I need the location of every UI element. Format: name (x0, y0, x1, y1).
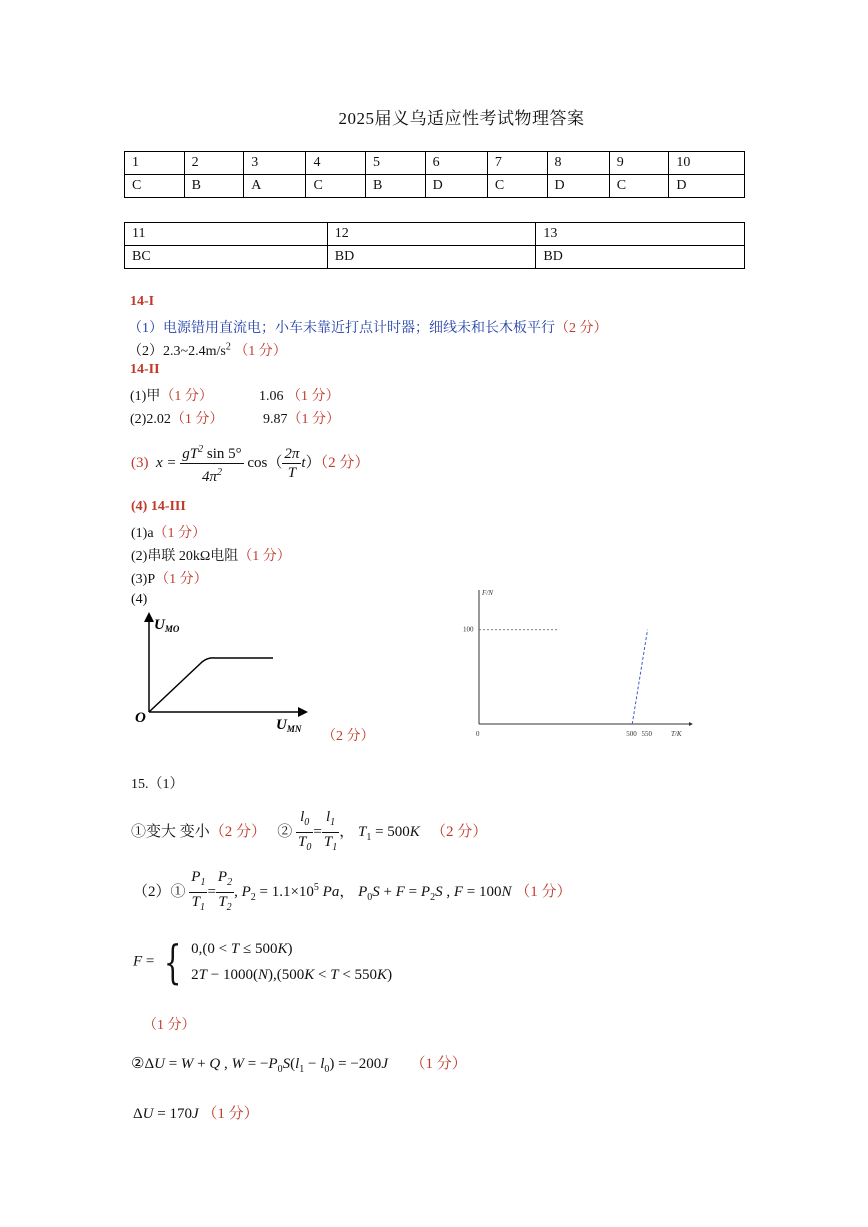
answer-text: (1)a (131, 526, 154, 541)
table-cell: C (306, 175, 366, 198)
table-cell: 2 (184, 152, 244, 175)
q14-2-line2 (130, 408, 223, 428)
score: （2 分） (431, 823, 488, 840)
table-cell: 10 (669, 152, 745, 175)
label: (3) (131, 454, 149, 471)
q14-2-line1 (130, 385, 213, 405)
table-cell: C (609, 175, 669, 198)
table-cell: BD (536, 246, 745, 269)
table-cell: B (366, 175, 426, 198)
table-row (125, 175, 745, 198)
score: （2 分） (320, 454, 370, 471)
q15-part3: ②ΔU = W + Q , $W = -P_0S(l_1 - l_0) = -200J$ （1 分） (131, 1056, 467, 1075)
superscript: 2 (225, 341, 231, 353)
formula-fraction: $\frac{l_1}{T_1}$ (323, 809, 338, 853)
score: （1 分） (153, 526, 207, 541)
series-line (632, 630, 647, 724)
answer-text: 1.06 (259, 389, 284, 404)
formula: t (301, 454, 306, 471)
formula-fraction: $\frac{2\pi}{T}$ (284, 446, 300, 481)
table-row (125, 152, 745, 175)
x-axis-arrow (689, 722, 693, 726)
table-cell: D (669, 175, 745, 198)
formula: x = (152, 454, 177, 471)
q14-2-line2b (263, 408, 340, 428)
q15-part4: ΔU = 170J （1 分） (133, 1106, 259, 1122)
x-axis-label: $U_{MN}$ (276, 717, 302, 734)
table-cell: 7 (487, 152, 547, 175)
table-cell: 1 (125, 152, 185, 175)
q15-piecewise: F = { 0,(0 < T ≤ 500K) 2T − 1000(N),(500K < T < 550K) (133, 935, 393, 989)
table-cell: D (547, 175, 609, 198)
f-t-chart (455, 585, 680, 745)
score: （2 分） (209, 823, 267, 840)
table-cell: 5 (366, 152, 426, 175)
table-cell: 8 (547, 152, 609, 175)
score: （2 分） (322, 729, 375, 744)
circle-number: ② (131, 1056, 145, 1072)
q15-part1: ①变大 变小（2 分） ② $\frac{l_0}{T_0}$ = $\frac{l_1}{T_1}$ ， $T_1 = 500K$ （2 分） (131, 808, 487, 857)
y-axis-arrow (144, 612, 154, 622)
score: （1 分） (160, 389, 213, 404)
table-cell: 9 (609, 152, 669, 175)
x-tick-label: 500 (626, 730, 637, 738)
answer-text: (2)串联 20kΩ电阻 (131, 549, 239, 564)
score: （1 分） (234, 344, 287, 359)
score: （1 分） (202, 1106, 259, 1122)
q14-3-heading: (4) 14-III (131, 499, 186, 514)
umo-umn-graph (130, 612, 320, 737)
mc-answer-table-1 (124, 151, 745, 198)
q14-3-line1 (131, 522, 206, 542)
table-cell: C (125, 175, 185, 198)
score: （1 分） (155, 572, 208, 587)
table-row (125, 246, 745, 269)
q14-1-line1-text: （1）电源错用直流电；小车未靠近打点计时器；细线未和长木板平行 (128, 321, 555, 336)
q14-2-heading: 14-II (130, 362, 160, 377)
q14-1-line2-text: （2）2.3~2.4m/s (128, 344, 226, 359)
answer-text: 9.87 (263, 412, 288, 427)
score: （1 分） (238, 549, 291, 564)
q14-3-line3 (131, 568, 208, 588)
table-cell: 13 (536, 223, 745, 246)
table-cell: 6 (425, 152, 487, 175)
score: （2 分） (555, 321, 608, 336)
formula: T (357, 823, 367, 840)
formula-fraction: $\frac{P_2}{T_2}$ (217, 869, 233, 913)
q14-3-line2 (131, 545, 291, 565)
score: （1 分） (143, 1018, 196, 1033)
formula-fraction: $\frac{gT^2 \sin 5^\circ}{4\pi^2}$ (180, 441, 243, 486)
table-cell: B (184, 175, 244, 198)
answer-text: (2)2.02 (130, 412, 171, 427)
page-title: 2025届义乌适应性考试物理答案 (338, 109, 585, 128)
y-axis-label: F/N (482, 589, 493, 597)
brace: { (163, 935, 182, 989)
piecewise-cases: 0,(0 < T ≤ 500K) 2T − 1000(N),(500K < T < 550K) (191, 941, 393, 983)
table-cell: C (487, 175, 547, 198)
x-tick-label: 0 (476, 730, 480, 738)
q14-1-line1 (128, 317, 608, 337)
q14-1-line2 (128, 340, 287, 360)
score: （1 分） (287, 412, 340, 427)
x-axis-label: T/K (671, 730, 682, 738)
table-cell: 11 (125, 223, 328, 246)
table-cell: 3 (244, 152, 306, 175)
q14-2-line1b (259, 385, 340, 405)
x-tick-label: 550 (641, 730, 653, 738)
answer-text: (1)甲 (130, 389, 161, 404)
y-tick-label: 100 (463, 625, 474, 634)
score: （1 分） (515, 883, 572, 900)
y-axis-label: $U_{MO}$ (154, 617, 180, 634)
table-row (125, 223, 745, 246)
q15-part2: （2）① $\frac{P_1}{T_1}$ = $\frac{P_2}{T_2}$ , $P_2 = 1.1\times 10^5$ Pa， $P_0S + F = P_2S$ , F = 100N （1 分） (133, 868, 571, 917)
table-cell: BC (125, 246, 328, 269)
q14-3-line4: (4) (131, 592, 148, 607)
answer-text: (3)P (131, 572, 156, 587)
table-cell: BD (327, 246, 536, 269)
origin-label: O (135, 710, 146, 726)
x-axis-arrow (298, 707, 308, 717)
score: （1 分） (410, 1056, 467, 1072)
q14-1-heading: 14-I (130, 294, 155, 309)
label: （2）① (133, 883, 186, 900)
table-cell: A (244, 175, 306, 198)
q15-heading: 15.（1） (131, 777, 184, 792)
score: （1 分） (170, 412, 224, 427)
table-cell: D (425, 175, 487, 198)
q14-2-formula-line: (3) x = $\frac{gT^2 \sin 5^\circ}{4\pi^2}$ cos（ $\frac{2\pi}{T}$ t）（2 分） (131, 441, 369, 486)
score: （1 分） (287, 389, 340, 404)
table-cell: 4 (306, 152, 366, 175)
formula-fraction: $\frac{P_1}{T_1}$ (191, 869, 206, 913)
table-cell: 12 (327, 223, 536, 246)
mc-answer-table-2 (124, 222, 745, 269)
answer-text: ①变大 变小 (131, 823, 210, 840)
curve (149, 658, 273, 712)
formula: cos（ (247, 454, 283, 471)
circle-number: ② (277, 823, 293, 840)
formula-fraction: $\frac{l_0}{T_0}$ (298, 809, 312, 853)
